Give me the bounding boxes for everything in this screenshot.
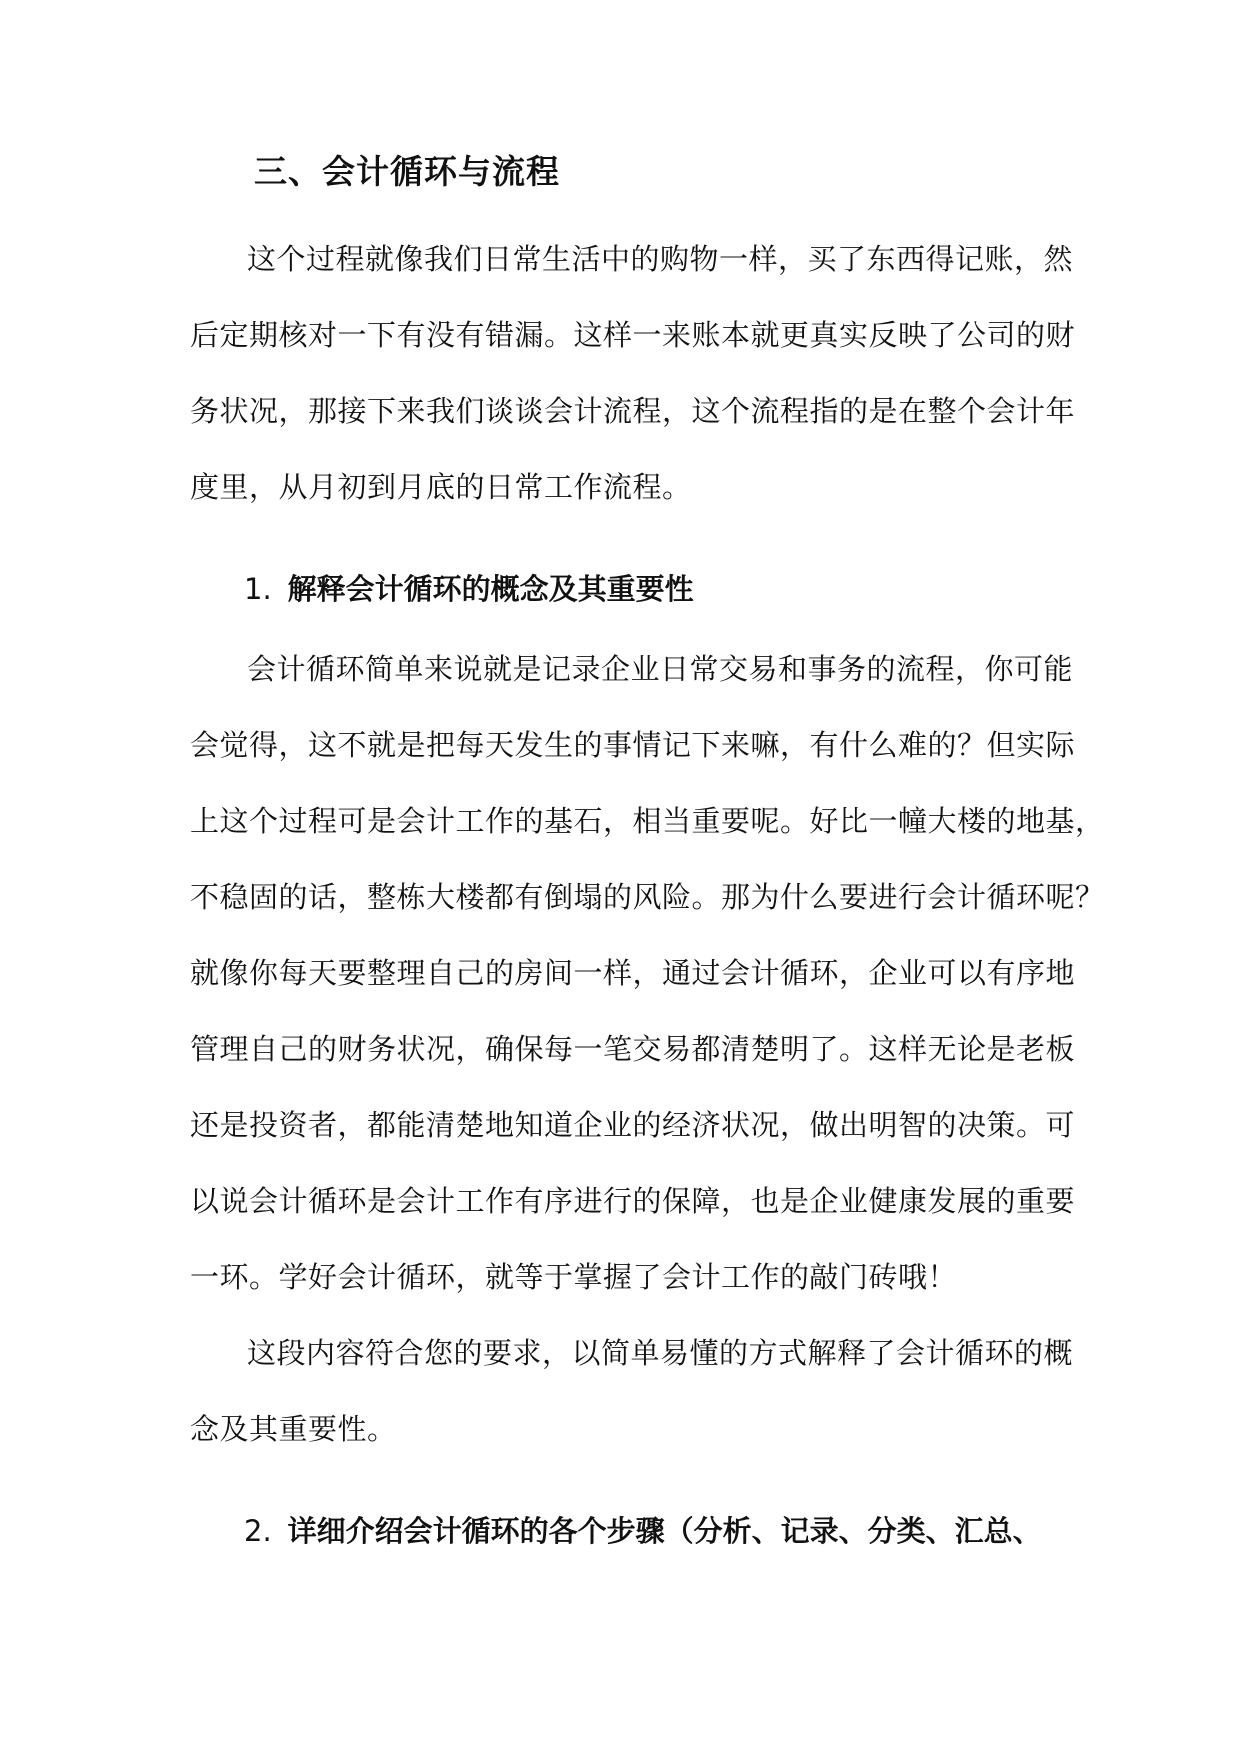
paragraph-line: 以说会计循环是会计工作有序进行的保障，也是企业健康发展的重要 [190,1184,1076,1218]
paragraph-line: 会觉得，这不就是把每天发生的事情记下来嘛，有什么难的？但实际 [190,728,1076,762]
paragraph-line: 就像你每天要整理自己的房间一样，通过会计循环，企业可以有序地 [190,956,1076,990]
paragraph-line: 一环。学好会计循环，就等于掌握了会计工作的敲门砖哦！ [190,1260,958,1294]
paragraph-line: 度里，从月初到月底的日常工作流程。 [190,470,692,504]
paragraph-line: 后定期核对一下有没有错漏。这样一来账本就更真实反映了公司的财 [190,318,1076,352]
paragraph-line: 还是投资者，都能清楚地知道企业的经济状况，做出明智的决策。可 [190,1108,1076,1142]
paragraph-line: 管理自己的财务状况，确保每一笔交易都清楚明了。这样无论是老板 [190,1032,1076,1066]
subsection-heading-1 [244,567,694,608]
subsection-heading-2 [244,1509,1042,1550]
paragraph-line: 这段内容符合您的要求，以简单易懂的方式解释了会计循环的概 [247,1336,1074,1370]
subsection-number: 1. [244,572,272,606]
paragraph-line: 念及其重要性。 [190,1412,397,1446]
subsection-number: 2. [244,1514,272,1548]
subsection-title: 详细介绍会计循环的各个步骤（分析、记录、分类、汇总、 [287,1514,1042,1548]
paragraph-line: 这个过程就像我们日常生活中的购物一样，买了东西得记账，然 [247,242,1074,276]
paragraph-line: 会计循环简单来说就是记录企业日常交易和事务的流程，你可能 [247,652,1074,686]
paragraph-line: 不稳固的话，整栋大楼都有倒塌的风险。那为什么要进行会计循环呢？ [190,880,1105,914]
paragraph-line: 务状况，那接下来我们谈谈会计流程，这个流程指的是在整个会计年 [190,394,1076,428]
section-title: 三、会计循环与流程 [254,152,560,191]
subsection-title: 解释会计循环的概念及其重要性 [287,572,694,606]
paragraph-line: 上这个过程可是会计工作的基石，相当重要呢。好比一幢大楼的地基， [190,804,1105,838]
